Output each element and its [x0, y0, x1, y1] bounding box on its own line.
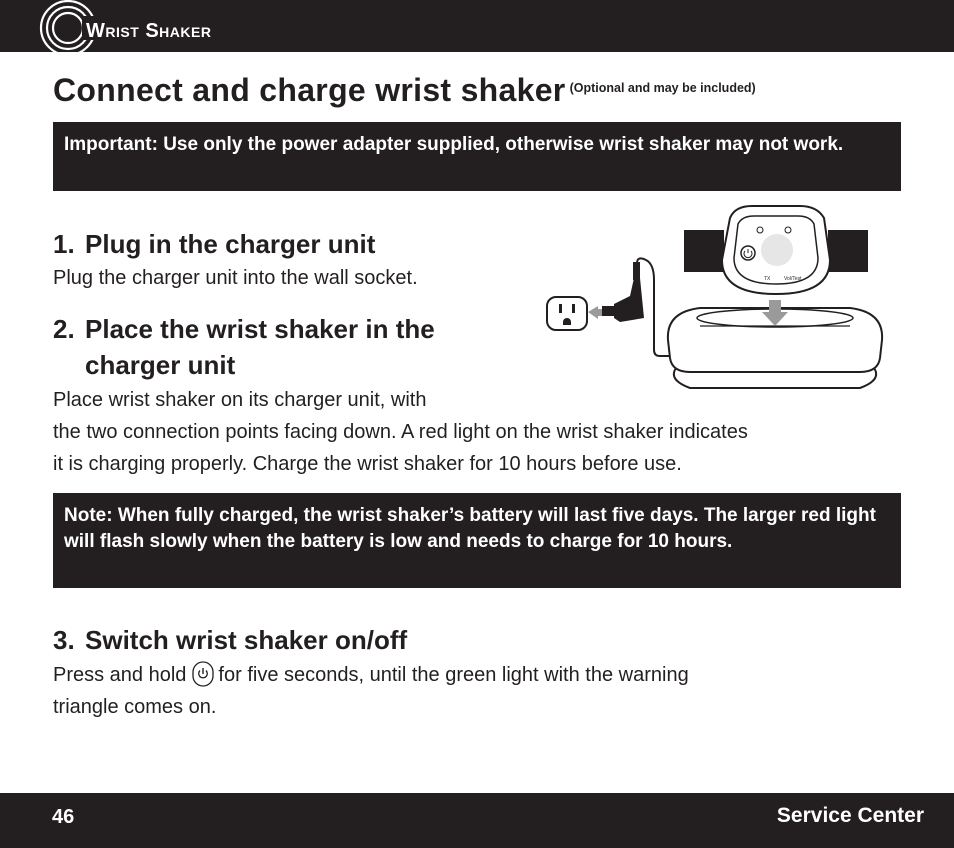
- step-2-title-line1: Place the wrist shaker in the: [85, 314, 435, 344]
- svg-text:Vol/Test: Vol/Test: [784, 276, 802, 282]
- page-title: [53, 72, 756, 109]
- step-1-body: Plug the charger unit into the wall socket.: [53, 267, 418, 289]
- step-2-number: 2.: [53, 314, 75, 344]
- footer-section-name: Service Center: [776, 804, 924, 827]
- page-title-text: Connect and charge wrist shaker: [53, 72, 566, 108]
- step-1-number: 1.: [53, 229, 75, 259]
- step-3-heading: [53, 622, 407, 658]
- step-2-body-line3: it is charging properly. Charge the wrist shaker for 10 hours before use.: [53, 453, 682, 475]
- important-callout: Important: Use only the power adapter supplied, otherwise wrist shaker may not work.: [53, 122, 901, 191]
- step-2-heading: [53, 311, 435, 347]
- charger-illustration: [540, 200, 900, 400]
- page-title-note: (Optional and may be included): [569, 81, 756, 95]
- step-1-title: Plug in the charger unit: [85, 229, 376, 259]
- power-plug-icon: [602, 258, 670, 356]
- step-3-body-after: for five seconds, until the green light with the warning: [218, 664, 689, 686]
- step-3-body-line2: triangle comes on.: [53, 696, 217, 718]
- step-2-body-line2: the two connection points facing down. A red light on the wrist shaker indicates: [53, 421, 748, 443]
- power-button-icon: [192, 661, 214, 687]
- step-2-body-line1: Place wrist shaker on its charger unit, with: [53, 389, 427, 411]
- section-title: Wrist Shaker: [86, 20, 212, 42]
- step-3-body-line1: [53, 659, 689, 691]
- step-1-heading: [53, 226, 375, 262]
- step-2-title-line2: charger unit: [85, 350, 236, 380]
- step-2-heading-cont: [53, 347, 235, 383]
- step-3-body-before: Press and hold: [53, 664, 187, 686]
- wall-outlet-icon: [547, 297, 587, 330]
- step-3-number: 3.: [53, 625, 75, 655]
- svg-text:TX: TX: [764, 276, 771, 282]
- step-3-title: Switch wrist shaker on/off: [85, 625, 408, 655]
- page-number: 46: [52, 806, 75, 828]
- wrist-shaker-icon: [684, 206, 868, 294]
- note-callout: Note: When fully charged, the wrist shaker’s battery will last five days. The larger red light will flash slowly when the battery is low and needs to charge for 10 hours.: [53, 493, 901, 588]
